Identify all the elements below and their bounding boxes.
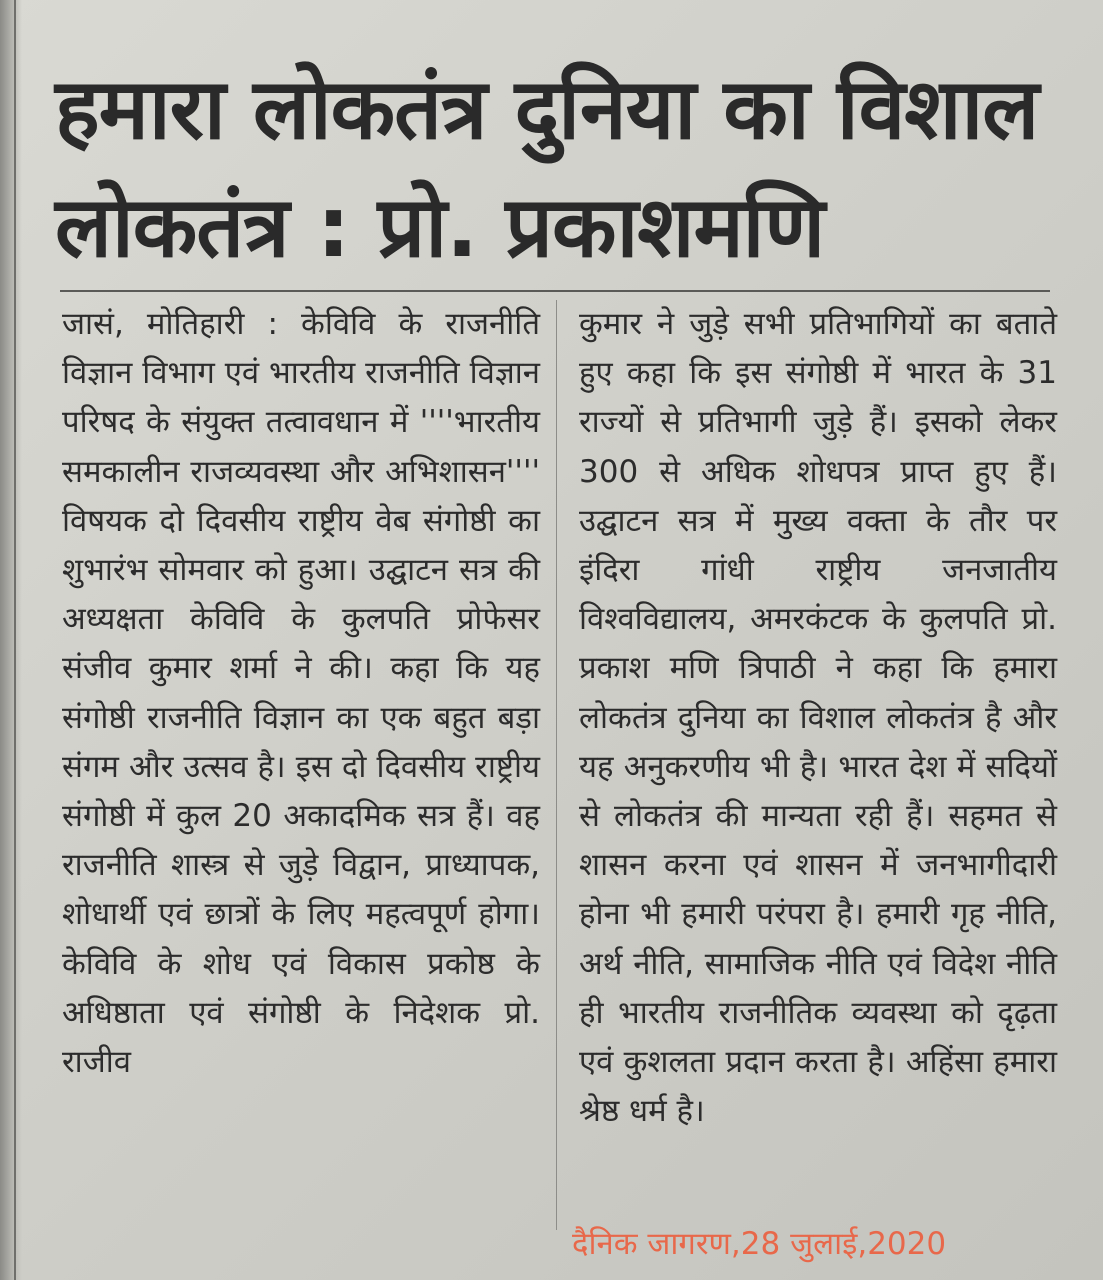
article-column-left: जासं, मोतिहारी : केविवि के राजनीति विज्ञान विभाग एवं भारतीय राजनीति विज्ञान परिषद के संयुक्त तत्वावधान में ''''भारतीय समकालीन राजव्यवस्था और अभिशासन'''' विषयक दो दिवसीय राष्ट्रीय वेब संगोष्ठी का शुभारंभ सोमवार को हुआ। उद्घाटन सत्र की अध्यक्षता केविवि के कुलपति प्रोफेसर संजीव कुमार शर्मा ने की। कहा कि यह संगोष्ठी राजनीति विज्ञान का एक बहुत बड़ा संगम और उत्सव है। इस दो दिवसीय राष्ट्रीय संगोष्ठी में कुल 20 अकादमिक सत्र हैं। वह राजनीति शास्त्र से जुड़े विद्वान, प्राध्यापक, शोधार्थी एवं छात्रों के लिए महत्वपूर्ण होगा। केविवि के शोध एवं विकास प्रकोष्ठ के अधिष्ठाता एवं संगोष्ठी के निदेशक प्रो. राजीव — [62, 306, 540, 1081]
headline-rule — [60, 290, 1050, 292]
column-divider — [556, 300, 557, 1230]
article-headline: हमारा लोकतंत्र दुनिया का विशाल लोकतंत्र : प्रो. प्रकाशमणि — [55, 60, 1039, 276]
article-column-right: कुमार ने जुड़े सभी प्रतिभागियों का बताते हुए कहा कि इस संगोष्ठी में भारत के 31 राज्यों से प्रतिभागी जुड़े हैं। इसको लेकर 300 से अधिक शोधपत्र प्राप्त हुए हैं। उद्घाटन सत्र में मुख्य वक्ता के तौर पर इंदिरा गांधी राष्ट्रीय जनजातीय विश्वविद्यालय, अमरकंटक के कुलपति प्रो. प्रकाश मणि त्रिपाठी ने कहा कि हमारा लोकतंत्र दुनिया का विशाल लोकतंत्र है और यह अनुकरणीय भी है। भारत देश में सदियों से लोकतंत्र की मान्यता रही हैं। सहमत से शासन करना एवं शासन में जनभागीदारी होना भी हमारी परंपरा है। हमारी गृह नीति, अर्थ नीति, सामाजिक नीति एवं विदेश नीति ही भारतीय राजनीतिक व्यवस्था को दृढ़ता एवं कुशलता प्रदान करता है। अहिंसा हमारा श्रेष्ठ धर्म है। — [579, 306, 1057, 1130]
page-fold-line — [14, 0, 16, 1280]
page-edge-shadow — [0, 0, 22, 1280]
source-credit: दैनिक जागरण,28 जुलाई,2020 — [572, 1226, 947, 1262]
